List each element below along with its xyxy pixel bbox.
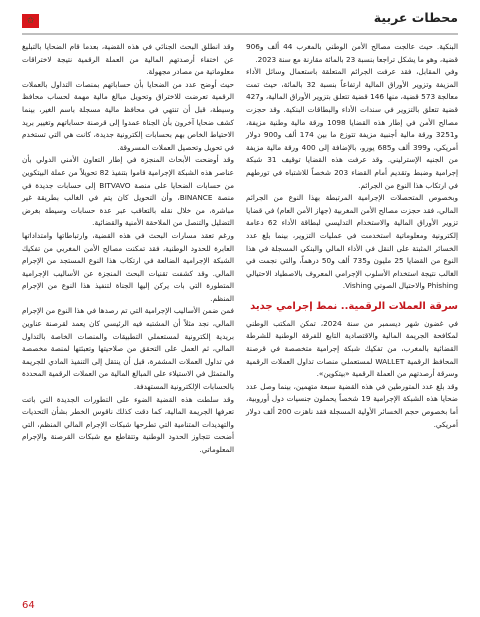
section-title: محطات عربية — [373, 10, 458, 25]
paragraph: وقد انطلق البحث الجنائي في هذه القضية، بعدما قام الضحايا بالتبليغ عن اختفاء أرصدتهم المالية من العملة الرقمية نتيجة لاختراقات معلوماتية من مصادر مجهولة. — [22, 42, 234, 77]
section-heading: سرقة العملات الرقمية.. نمط إجرامي جديد — [250, 300, 458, 312]
paragraph: ورغم تعقد مسارات البحث في هذه القضية، وارتباطاتها وامتداداتها العابرة للحدود الوطنية، فقد تمكنت مصالح الأمن المغربي من تفكيك الشبكة الإجرامية الضالعة في ارتكاب هذا النوع المستجد من الإجرام المالي. وقد كشفت تقنيات البحث المنجزة عن الأساليب الإجرامية المتطورة التي بات يركن إليها الجناة لتنفيذ هذا النوع من الإجرام المنظم. — [22, 230, 234, 303]
paragraph: في غضون شهر ديسمبر من سنة 2024، تمكن المكتب الوطني لمكافحة الجريمة المالية والاقتصادية التابع للفرقة الوطنية للشرطة القضائية بالمغرب، من تفكيك شبكة إجرامية متخصصة في قرصنة المحافظ الرقمية WALLET لمستعملي منصات تداول العملات الرقمية وسرقة أرصدتهم من العملة الرقمية «بيتكوين». — [246, 318, 458, 379]
page-number: 64 — [22, 600, 35, 611]
header-divider — [22, 33, 458, 35]
paragraph: وقد سلطت هذه القضية الضوء على التطورات الجديدة التي باتت تعرفها الجريمة المالية، كما دقت كذلك ناقوس الخطر بشأن التحديات والتهديدات المتنامية التي تطرحها شبكات الإجرام المالي المنظم، التي أضحت تتجاوز الحدود الوطنية وتتقاطع مع شبكات القرصنة والإجرام المعلوماتي. — [22, 394, 234, 454]
page-header — [22, 10, 458, 30]
paragraph: البنكية. حيث عالجت مصالح الأمن الوطني بالمغرب 44 ألف و906 قضية، وهو ما يشكل تراجعا بنسبة 23 بالمائة مقارنة مع سنة 2023. — [246, 42, 458, 64]
left-column — [22, 41, 234, 457]
paragraph: وبخصوص المتحصلات الإجرامية المرتبطة بهذا النوع من الجرائم المالي، فقد حجزت مصالح الأمن المغربية (جهاز الأمن العام) في قضايا تزوير الأوراق المالية والاستخدام التدليسي لبطاقة الأداء 62 دعامة إلكترونية ومعلوماتية استخدمت في عمليات التزوير، بينما بلغ عدد الخسائر المثبتة على النقل في الأداء المالي والبنكي المسجلة في هذا النوع من القضايا 25 مليون و735 ألف و50 درهماً، والتي نجمت في الغالب نتيجة استخدام الأسلوب الإجرامي المعروف بالاصطياد الاحتيالي Phishing والاحتيال الصوتي Vishing. — [246, 193, 459, 291]
right-column — [246, 41, 458, 431]
paragraph: فمن ضمن الأساليب الإجرامية التي تم رصدها في هذا النوع من الإجرام المالي، نجد مثلاً أن المشتبه فيه الرئيسي كان يعمد لقرصنة عناوين بريدية إلكترونية لمستعملي التطبيقات والمنصات الخاصة بالتداول المالي، ثم العمل على التحقق من صلاحيتها وتعبئتها لمنصة مخصصة في تداول العملات المشفرة، قبل أن ينتقل إلى التنفيذ المادي للجريمة والمتمثل في الاستيلاء على المبالغ المالية من العملات الرقمية المحددة بالحسابات الإلكترونية المستهدفة. — [22, 306, 234, 392]
morocco-flag-icon — [22, 14, 39, 28]
paragraph: حيث أوضح عدد من الضحايا بأن حساباتهم بمنصات التداول بالعملات الرقمية تعرضت للاختراق وتحويل مبالغ مالية مهمة لحساب محافظ وسيطة، قبل أن تنتهي في محافظ مالية مسجلة باسم الغير، بينما كشف ضحايا آخرون بأن الجناة عمدوا إلى قرصنة حساباتهم وتغيير بريد الاحتياط الخاص بهم بحسابات إلكترونية جديدة، كانت هي التي تستخدم في تحويل وتحصيل العملات المسروقة. — [22, 79, 234, 152]
paragraph: وفي المقابل، فقد عرفت الجرائم المتعلقة باستعمال وسائل الأداء المزيفة وتزوير الأوراق المالية ارتفاعاً بنسبة 32 بالمائة، حيث تمت معالجة 573 قضية، منها 146 قضية تتعلق بتزوير الأوراق المالية، و427 قضية تتعلق بالتزوير في سندات الأداء والبطاقات البنكية. وقد حجزت مصالح الأمن في إطار هذه القضايا 1098 ورقة مالية وطنية مزيفة، و3251 ورقة مالية أجنبية مزيفة تتوزع ما بين 174 ألف و900 دولار أمريكي، و399 ألف و685 يورو، بالإضافة إلى 400 ورقة مالية مزيفة من الجنيه الإسترليني. وقد عرفت هذه القضايا توقيف 31 شبكة إجرامية وضبط وتقديم أمام القضاء 203 شخصاً للاشتباه في تورطهم في ارتكاب هذا النوع من الجرائم. — [246, 67, 459, 190]
paragraph: وقد أوضحت الأبحاث المنجزة في إطار التعاون الأمني الدولي بأن عناصر هذه الشبكة الإجرامية قاموا بتنفيذ 82 تحويلاً من عملة البيتكوين من حسابات الضحايا على منصة BITVAVO إلى حسابات جديدة في منصة BINANCE، وأن التحويل كان يتم في الغالب بطريقة غير مباشرة، من خلال نقله بالتعاقب عبر عدة حسابات وسيطة بغرض التضليل والتنصل من الملاحقة الأمنية والقضائية. — [22, 155, 234, 228]
flag-star-icon: ✩ — [26, 16, 35, 26]
paragraph: وقد بلغ عدد المتورطين في هذه القضية سبعة متهمين، بينما وصل عدد ضحايا هذه الشبكة الإجرامية 19 شخصاً يحملون جنسيات دول أوروبية، أما بخصوص حجم الخسائر الأولية المسجلة فقد ناهزت 200 ألف دولار أمريكي. — [246, 381, 458, 429]
